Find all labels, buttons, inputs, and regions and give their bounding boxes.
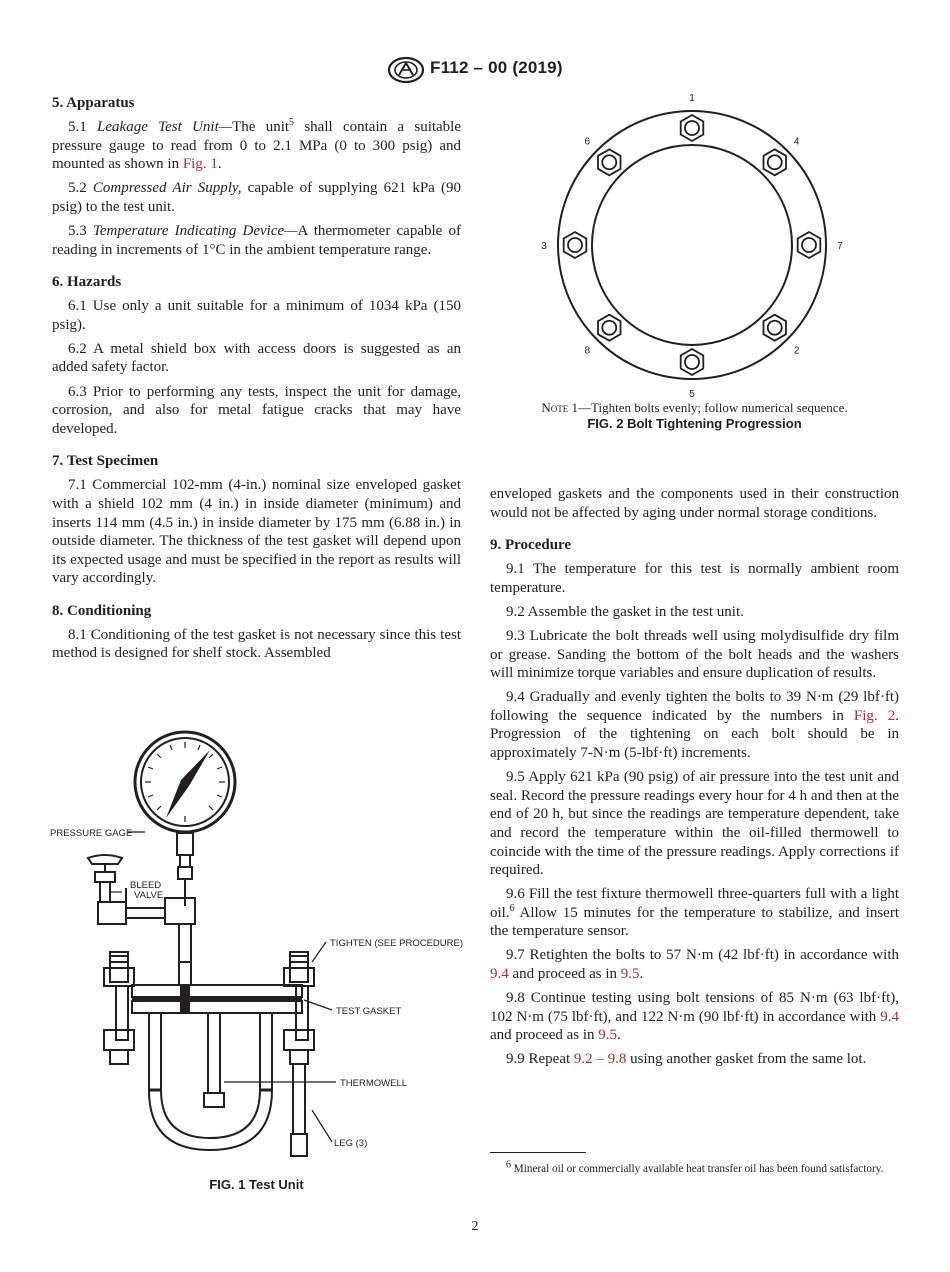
bolt-washer-8 (602, 321, 616, 335)
para-6-2: 6.2 A metal shield box with access doors is suggested as an added safety factor. (52, 340, 461, 376)
bolt-number-4: 4 (793, 136, 800, 148)
label-leg: LEG (3) (334, 1138, 368, 1149)
label-thermowell: THERMOWELL (340, 1078, 408, 1089)
ref-9-4-link[interactable]: 9.4 (490, 966, 509, 983)
bolt-hex-7 (798, 232, 821, 258)
para-9-9: 9.9 Repeat 9.2 – 9.8 using another gasket from the same lot. (506, 1051, 867, 1068)
bolt-washer-6 (602, 155, 616, 169)
para-5-2: 5.2 Compressed Air Supply, capable of supplying 621 kPa (90 psig) to the test unit. (52, 180, 461, 215)
para-9-7: 9.7 Retighten the bolts to 57 N·m (42 lbf·ft) in accordance with 9.4 and proceed as in 9.5. (490, 947, 899, 983)
section-5-heading: 5. Apparatus (52, 95, 135, 111)
footnote-rule (490, 1152, 586, 1153)
astm-logo (386, 56, 426, 84)
bolt-washer-3 (568, 238, 582, 252)
ref-9-4-link[interactable]: 9.4 (880, 1008, 899, 1025)
bolt-number-1: 1 (689, 93, 695, 104)
bolt-number-6: 6 (584, 136, 591, 148)
page-number: 2 (471, 1219, 479, 1234)
para-6-1: 6.1 Use only a unit suitable for a minimum of 1034 kPa (150 psig). (52, 298, 461, 333)
document-designation: F112 – 00 (2019) (430, 58, 563, 77)
label-pressure-gage: PRESSURE GAGE (50, 828, 133, 839)
para-9-8: 9.8 Continue testing using bolt tensions of 85 N·m (63 lbf·ft), 102 N·m (75 lbf·ft), and 122 N·m (90 lbf·ft) in accordance with 9.4 and proceed as in 9.5. (490, 990, 899, 1044)
bolt-number-8: 8 (584, 345, 591, 357)
bolt-number-2: 2 (793, 345, 800, 357)
para-7-1: 7.1 Commercial 102-mm (4-in.) nominal size enveloped gasket with a shield 102 mm (4 in.) in inside diameter (minimum) and inserts 114 mm (4.5 in.) in inside diameter by 175 mm (6.88 in.) in outside diameter. The thickness of the test gasket will depend upon its expected usage and must be specified in the report as results will vary accordingly. (52, 477, 461, 587)
label-tighten: TIGHTEN (SEE PROCEDURE) (330, 938, 464, 949)
para-5-3: 5.3 Temperature Indicating Device—A thermometer capable of reading in increments of 1°C in the ambient temperature range. (52, 222, 461, 258)
para-8-1-continued: enveloped gaskets and the components used in their construction would not be affected by aging under normal storage conditions. (490, 486, 899, 521)
bolt-hex-5 (681, 349, 704, 375)
fig1-link[interactable]: Fig. 1 (182, 156, 218, 173)
bolt-number-7: 7 (837, 241, 843, 252)
fig2-bolt-circle-drawing (541, 93, 843, 400)
para-9-6: 9.6 Fill the test fixture thermowell three-quarters full with a light oil.$^6$ Allow 15 minutes for the temperature to stabilize, and insert the temperature sensor. (490, 886, 899, 940)
bolt-washer-1 (685, 121, 699, 135)
right-column (490, 485, 899, 1069)
section-7-heading: 7. Test Specimen (52, 453, 159, 470)
label-valve: VALVE (134, 890, 164, 901)
fig2-link[interactable]: Fig. 2 (853, 707, 896, 724)
section-6-heading: 6. Hazards (52, 274, 122, 291)
bolt-number-5: 5 (689, 389, 695, 400)
page-header (0, 56, 950, 84)
bolt-number-3: 3 (541, 241, 547, 252)
para-6-3: 6.3 Prior to performing any tests, inspect the unit for damage, corrosion, and also for metal fatigue cracks that may have developed. (52, 383, 461, 437)
bolt-hex-1 (681, 115, 704, 141)
para-9-3: 9.3 Lubricate the bolt threads well using molydisulfide dry film or grease. Sanding the bottom of the bolt heads and the washers will minimize torque variables and ensure duplication of results. (490, 627, 899, 682)
bolt-washer-2 (768, 321, 782, 335)
bolt-hex-3 (564, 232, 587, 258)
bolt-washer-5 (685, 355, 699, 369)
section-8-heading: 8. Conditioning (52, 602, 152, 619)
para-9-5: 9.5 Apply 621 kPa (90 psig) of air pressure into the test unit and seal. Record the pressure readings every hour for 4 h and then at the end of 20 h, but since the readings are temperature dependent, take and record the temperature within the oil-filled thermowell to coincide with the time of the pressure readings. Apply corrections if required. (490, 769, 899, 879)
label-test-gasket: TEST GASKET (336, 1006, 402, 1017)
ref-9-5-link[interactable]: 9.5 (598, 1027, 618, 1044)
para-5-1: 5.1 Leakage Test Unit—The unit$^5$ shall contain a suitable pressure gauge to read from 0 to 2.1 MPa (0 to 300 psig) and mounted as shown in Fig. 1. (52, 117, 462, 173)
section-9-heading: 9. Procedure (490, 537, 572, 554)
fig2-note: Note 1—Tighten bolts evenly; follow numerical sequence. (541, 400, 848, 415)
fig1-caption: FIG. 1 Test Unit (209, 1177, 304, 1192)
bolt-washer-7 (802, 238, 816, 252)
para-9-1: 9.1 The temperature for this test is normally ambient room temperature. (490, 561, 899, 596)
bolt-washer-4 (768, 155, 782, 169)
footnote-6: $^6$ Mineral oil or commercially available heat transfer oil has been found satisfactory. (506, 1159, 884, 1175)
ref-9-5-link[interactable]: 9.5 (620, 966, 640, 983)
fig1-test-unit-drawing (50, 730, 470, 1170)
ref-9-2-9-8-link[interactable]: 9.2 – 9.8 (573, 1051, 627, 1068)
label-bleed: BLEED (130, 880, 162, 891)
para-8-1: 8.1 Conditioning of the test gasket is not necessary since this test method is designed for shelf stock. Assembled (52, 626, 461, 662)
para-9-2: 9.2 Assemble the gasket in the test unit. (506, 603, 744, 620)
left-column (52, 94, 461, 663)
para-9-4: 9.4 Gradually and evenly tighten the bolts to 39 N·m (29 lbf·ft) following the sequence indicated by the numbers in Fig. 2. Progression of the tightening on each bolt should be in approximately 7-N·m (5-lbf·ft) increments. (490, 689, 899, 762)
fig2-caption: FIG. 2 Bolt Tightening Progression (587, 416, 802, 431)
